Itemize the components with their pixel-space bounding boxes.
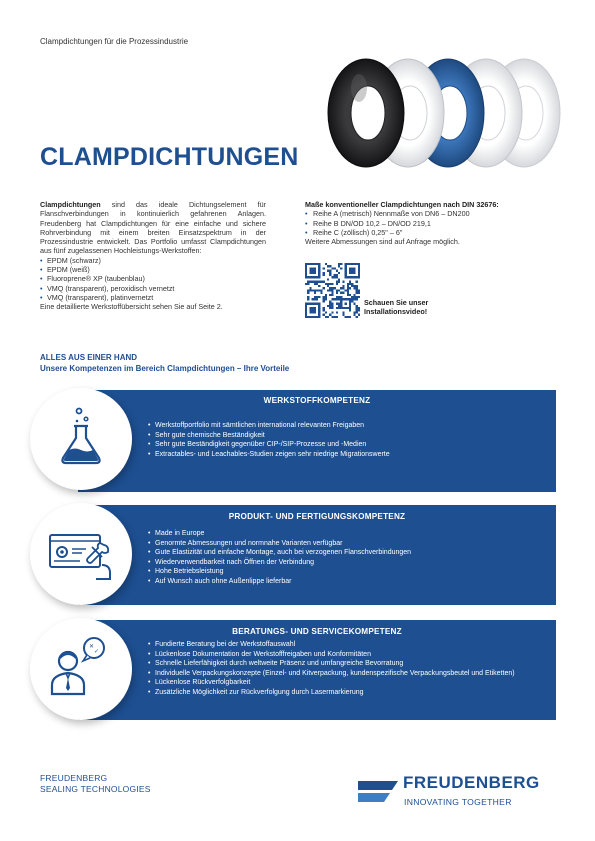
clamp-seals-image (326, 58, 562, 170)
qr-code[interactable] (305, 263, 360, 318)
intro-text (40, 200, 266, 312)
band-list-item: • Fundierte Beratung bei der Werkstoffauswahl (148, 640, 546, 650)
flask-icon-circle (30, 388, 132, 490)
band-list-item: • Auf Wunsch auch ohne Außenlippe lieferbar (148, 577, 546, 587)
intro-paragraph (40, 200, 266, 256)
dimension-item: • Reihe C (zöllisch) 0,25" – 6" (305, 228, 555, 237)
band-list-item: • Sehr gute Beständigkeit gegenüber CIP-/SIP-Prozesse und -Medien (148, 440, 546, 450)
header-topline: Clampdichtungen für die Prozessindustrie (40, 37, 189, 46)
band-list-item: • Sehr gute chemische Beständigkeit (148, 431, 546, 441)
dimensions-list (305, 209, 555, 237)
flask-icon (30, 388, 132, 490)
consultant-icon-circle (30, 618, 132, 720)
dimension-item: • Reihe A (metrisch) Nennmaße von DN6 – DN200 (305, 209, 555, 218)
band-list-item: • Lückenlose Dokumentation der Werkstofffreigaben und Konformitäten (148, 650, 546, 660)
band-werkstoff (78, 390, 556, 492)
consultant-icon (30, 618, 132, 720)
band-title: BERATUNGS- UND SERVICEKOMPETENZ (232, 627, 402, 636)
settings-tools-icon-circle (30, 503, 132, 605)
material-item: • VMQ (transparent), platinvernetzt (40, 293, 266, 302)
band-produkt (78, 505, 556, 605)
intro-closing: Eine detaillierte Werkstoffübersicht sehen Sie auf Seite 2. (40, 302, 223, 312)
footer-company-line2: SEALING TECHNOLOGIES (40, 784, 151, 794)
material-item: • Fluoroprene® XP (taubenblau) (40, 274, 266, 283)
intro-lead-bold: Clampdichtungen (40, 200, 101, 209)
section-heading: ALLES AUS EINER HAND (40, 353, 138, 362)
band-title: PRODUKT- UND FERTIGUNGSKOMPETENZ (228, 512, 406, 521)
band-list-item: • Wiederverwendbarkeit nach Öffnen der Verbindung (148, 558, 546, 568)
material-item: • EPDM (schwarz) (40, 256, 266, 265)
band-list-item: • Zusätzliche Möglichkeit zur Rückverfolgung durch Lasermarkierung (148, 688, 546, 698)
band-list-item: • Schnelle Lieferfähigkeit durch weltweite Präsenz und umfangreiche Bevorratung (148, 659, 546, 669)
qr-caption-line2: Installationsvideo! (364, 307, 428, 317)
band-list-item: • Extractables- und Leachables-Studien zeigen sehr niedrige Migrationswerte (148, 450, 546, 460)
band-list-item: • Made in Europe (148, 529, 546, 539)
intro-lead-text: sind das ideale Dichtungselement für Flanschverbindungen in kontinuierlich gefahrenen Anlagen. Freudenberg hat Clampdichtungen für eine einfache und sichere Rohrverbindung mit einem breiten Einsatzspektrum in der Prozessindustrie entwickelt. Das Portfolio umfasst Clampdichtungen aus fünf zugelassenen Hochleistungs-Werkstoffen: (40, 200, 266, 256)
band-list-item: • Hohe Betriebsleistung (148, 567, 546, 577)
band-list (148, 421, 546, 459)
dimension-item: • Reihe B DN/OD 10,2 – DN/OD 219,1 (305, 219, 555, 228)
material-item: • VMQ (transparent), peroxidisch vernetzt (40, 284, 266, 293)
band-list-item: • Genormte Abmessungen und normnahe Varianten verfügbar (148, 539, 546, 549)
svg-text:✕: ✕ (89, 643, 95, 650)
band-list-item: • Werkstoffportfolio mit sämtlichen international relevanten Freigaben (148, 421, 546, 431)
svg-text:✓: ✓ (94, 648, 100, 655)
band-list (148, 640, 546, 697)
qr-caption (364, 298, 484, 317)
band-list-item: • Individuelle Verpackungskonzepte (Einzel- und Kitverpackung, kundenspezifische Verpackungsbeutel und Etiketten) (148, 669, 546, 679)
settings-tools-icon (30, 503, 132, 605)
seal-black (328, 59, 404, 167)
page-title: CLAMPDICHTUNGEN (40, 143, 299, 171)
dimensions-note: Weitere Abmessungen sind auf Anfrage möglich. (305, 237, 460, 247)
dimensions-block (305, 200, 555, 246)
material-item: • EPDM (weiß) (40, 265, 266, 274)
section-subheading: Unsere Kompetenzen im Bereich Clampdichtungen – Ihre Vorteile (40, 364, 290, 373)
band-list-item: • Lückenlose Rückverfolgbarkeit (148, 678, 546, 688)
materials-list (40, 256, 266, 302)
band-list-item: • Gute Elastizität und einfache Montage, auch bei verzogenen Flanschverbindungen (148, 548, 546, 558)
band-title: WERKSTOFFKOMPETENZ (263, 396, 371, 405)
qr-caption-line1: Schauen Sie unser (364, 298, 429, 307)
band-list (148, 529, 546, 586)
dimensions-heading: Maße konventioneller Clampdichtungen nach DIN 32676: (305, 200, 499, 209)
footer-company (40, 773, 151, 795)
footer-company-line1: FREUDENBERG (40, 773, 108, 783)
logo-tagline: INNOVATING TOGETHER (404, 797, 512, 807)
band-beratung (78, 620, 556, 720)
logo-wordmark: FREUDENBERG (403, 773, 540, 792)
